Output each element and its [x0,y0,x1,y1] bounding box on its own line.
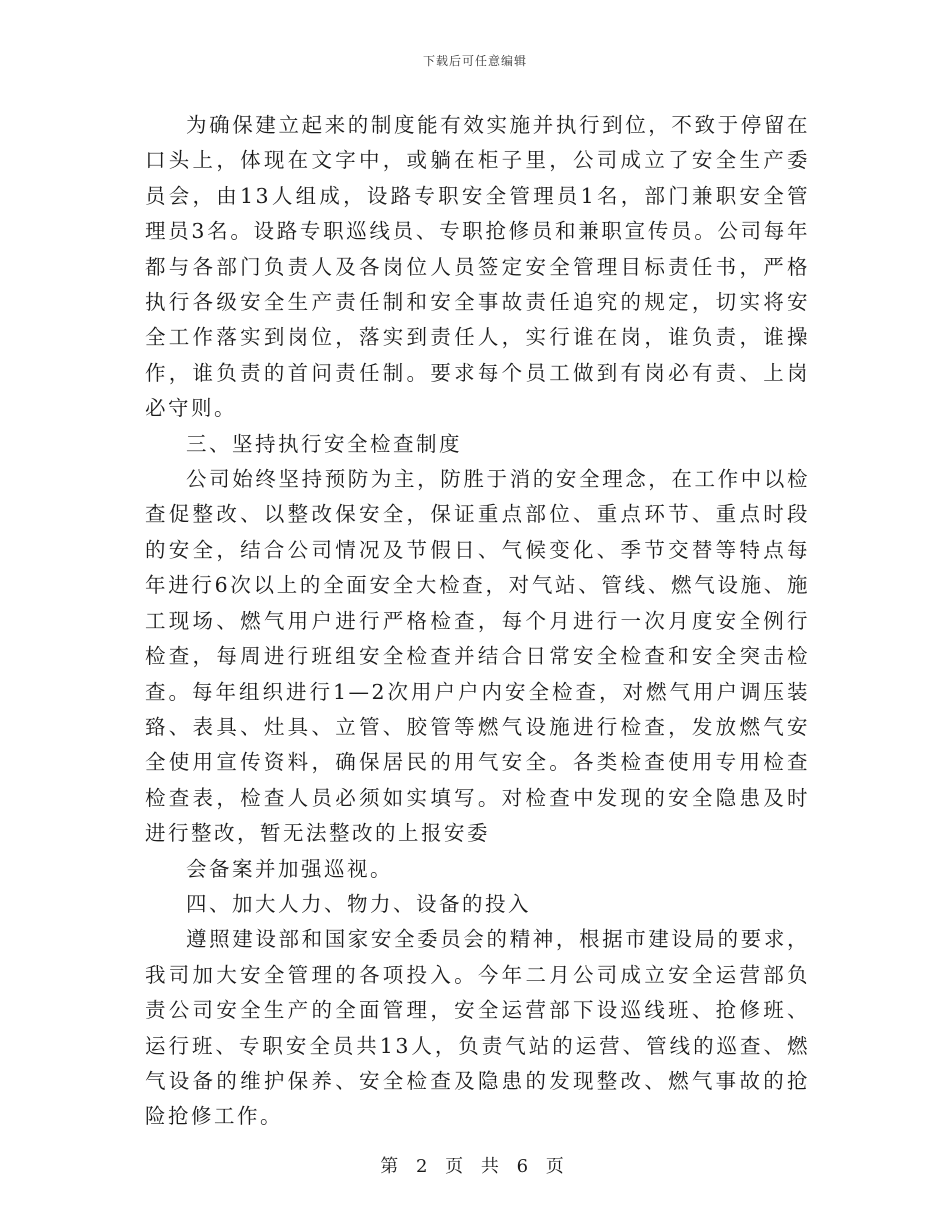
section-heading-investment: 四、加大人力、物力、设备的投入 [186,891,531,916]
page-number-footer: 第 2 页 共 6 页 [380,1156,570,1177]
page-header: 下载后可任意编辑 [422,54,527,68]
document-body [145,108,810,1135]
paragraph-safety-committee: 为确保建立起来的制度能有效实施并执行到位，不致于停留在口头上，体现在文字中，或躺在柜子里，公司成立了安全生产委员会，由13人组成，设路专职安全管理员1名，部门兼职安全管理员3名。设路专职巡线员、专职抢修员和兼职宣传员。公司每年都与各部门负责人及各岗位人员签定安全管理目标责任书，严格执行各级安全生产责任制和安全事故责任追究的规定，切实将安全工作落实到岗位，落实到责任人，实行谁在岗，谁负责，谁操作，谁负责的首问责任制。要求每个员工做到有岗必有责、上岗必守则。 [145,113,810,421]
section-heading-safety-inspection: 三、坚持执行安全检查制度 [186,431,462,456]
paragraph-filing-patrol: 会备案并加强巡视。 [186,856,393,881]
paragraph-safety-inspection: 公司始终坚持预防为主，防胜于消的安全理念，在工作中以检查促整改、以整改保安全，保证重点部位、重点环节、重点时段的安全，结合公司情况及节假日、气候变化、季节交替等特点每年进行6次以上的全面安全大检查，对气站、管线、燃气设施、施工现场、燃气用户进行严格检查，每个月进行一次月度安全例行检查，每周进行班组安全检查并结合日常安全检查和安全突击检查。每年组织进行1—2次用户户内安全检查，对燃气用户调压装臵、表具、灶具、立管、胶管等燃气设施进行检查，发放燃气安全使用宣传资料，确保居民的用气安全。各类检查使用专用检查检查表，检查人员必须如实填写。对检查中发现的安全隐患及时进行整改，暂无法整改的上报安委 [145,467,810,846]
paragraph-investment: 遵照建设部和国家安全委员会的精神，根据市建设局的要求，我司加大安全管理的各项投入。今年二月公司成立安全运营部负责公司安全生产的全面管理，安全运营部下设巡线班、抢修班、运行班、专职安全员共13人，负责气站的运营、管线的巡查、燃气设备的维护保养、安全检查及隐患的发现整改、燃气事故的抢险抢修工作。 [145,927,810,1129]
